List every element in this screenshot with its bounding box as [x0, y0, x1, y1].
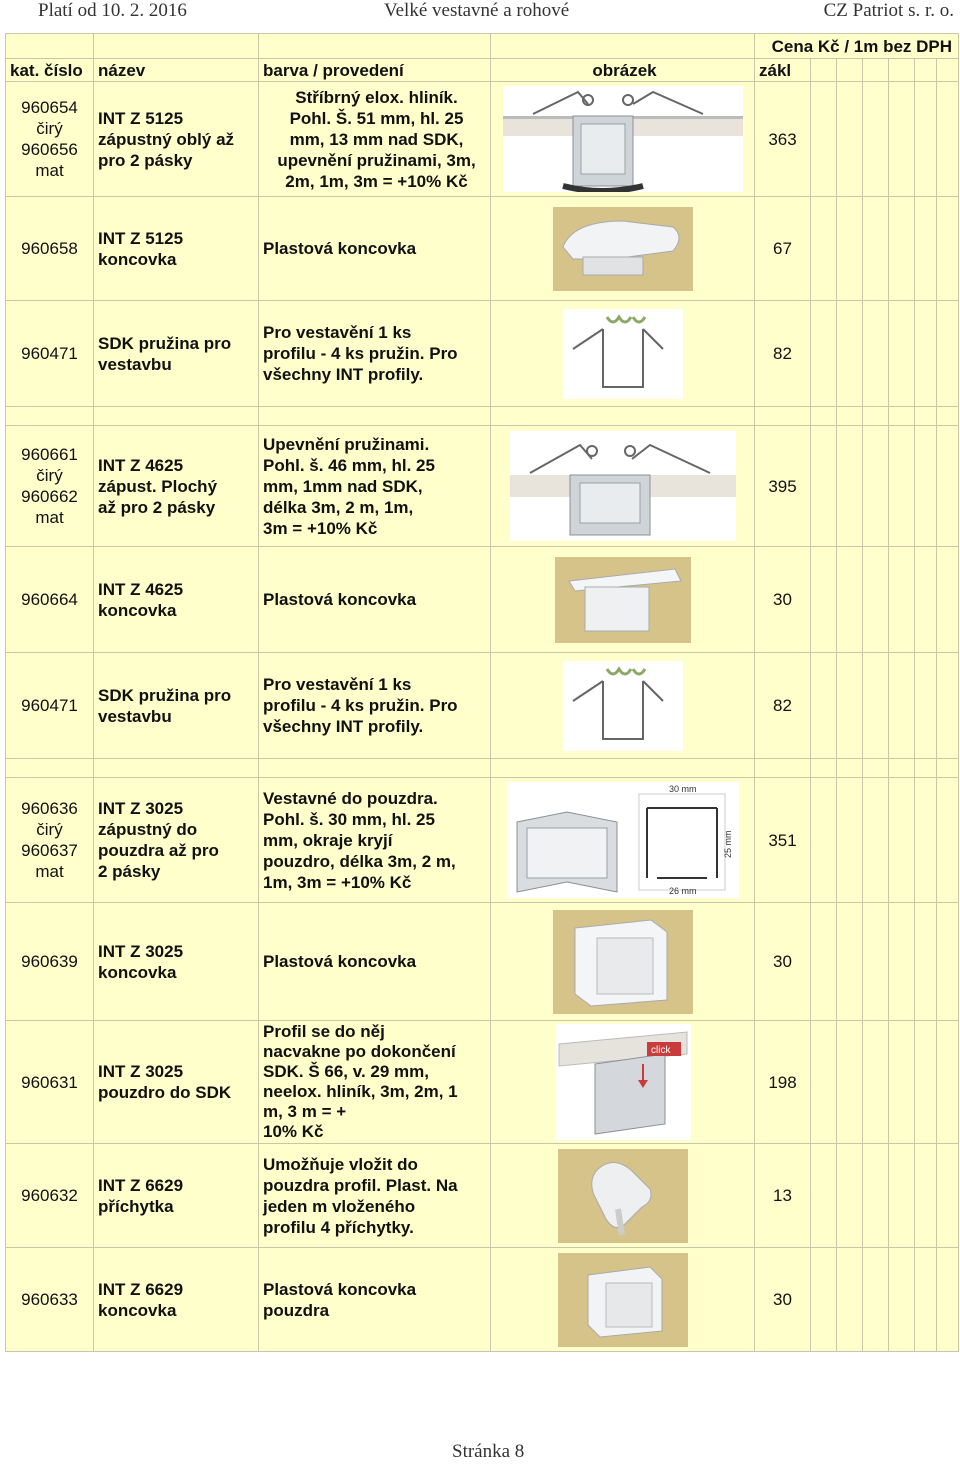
product-desc: Stříbrný elox. hliník. Pohl. Š. 51 mm, hl. 25 mm, 13 mm nad SDK, upevnění pružinami, 3m, 2m, 1m, 3m = +10% Kč [259, 82, 491, 197]
price: 363 [755, 82, 811, 197]
product-image [491, 197, 755, 301]
col-cat-header: kat. číslo [6, 59, 94, 82]
product-name: INT Z 3025 koncovka [94, 903, 259, 1021]
page-number: Stránka 8 [452, 1441, 525, 1462]
product-image [491, 547, 755, 653]
product-name: SDK pružina pro vestavbu [94, 301, 259, 407]
housing-end-cap-image [558, 1253, 688, 1347]
cat-number: 960664 [6, 547, 94, 653]
spacer-row [6, 407, 959, 426]
recessed-profile-springs-image [503, 86, 743, 192]
spring-image [563, 309, 683, 399]
cat-number: 960654 čirý 960656 mat [6, 82, 94, 197]
price: 30 [755, 547, 811, 653]
product-name: INT Z 6629 koncovka [94, 1248, 259, 1352]
header-row-2 [6, 59, 959, 82]
click-label: click [650, 1045, 670, 1056]
clip-holder-image [558, 1149, 688, 1243]
table-row [6, 903, 959, 1021]
end-cap-image [555, 557, 691, 643]
price: 82 [755, 301, 811, 407]
dimension-side-label: 25 mm [722, 830, 733, 858]
table-row [6, 1248, 959, 1352]
table-row [6, 82, 959, 197]
table-row [6, 1021, 959, 1144]
col-color-header: barva / provedení [259, 59, 491, 82]
product-image [491, 301, 755, 407]
table-row [6, 547, 959, 653]
table-row [6, 197, 959, 301]
cat-number: 960633 [6, 1248, 94, 1352]
dimension-top-label: 30 mm [668, 784, 697, 794]
spring-image [563, 661, 683, 751]
product-name: INT Z 6629 příchytka [94, 1144, 259, 1248]
cat-number: 960639 [6, 903, 94, 1021]
cat-number: 960661 čirý 960662 mat [6, 426, 94, 547]
price: 395 [755, 426, 811, 547]
product-desc: Vestavné do pouzdra. Pohl. š. 30 mm, hl. 25 mm, okraje kryjí pouzdro, délka 3m, 2 m, 1m, 3m = +10% Kč [259, 778, 491, 903]
table-row [6, 778, 959, 903]
product-image [491, 426, 755, 547]
price: 13 [755, 1144, 811, 1248]
product-name: INT Z 4625 zápust. Plochý až pro 2 pásky [94, 426, 259, 547]
product-desc: Plastová koncovka [259, 197, 491, 301]
product-name: INT Z 4625 koncovka [94, 547, 259, 653]
price: 30 [755, 903, 811, 1021]
product-image [491, 653, 755, 759]
product-name: INT Z 3025 zápustný do pouzdra až pro 2 pásky [94, 778, 259, 903]
col-name-header: název [94, 59, 259, 82]
product-image [491, 82, 755, 197]
price: 198 [755, 1021, 811, 1144]
header-row-1 [6, 34, 959, 59]
cat-number: 960658 [6, 197, 94, 301]
housing-click-image [555, 1024, 691, 1140]
section-title: Velké vestavné a rohové [384, 0, 570, 21]
dimension-bottom-label: 26 mm [668, 886, 697, 896]
price: 82 [755, 653, 811, 759]
spacer-row [6, 759, 959, 778]
product-name: INT Z 3025 pouzdro do SDK [94, 1021, 259, 1144]
product-image [491, 1248, 755, 1352]
company-name: CZ Patriot s. r. o. [823, 0, 954, 21]
product-image [491, 903, 755, 1021]
product-name: SDK pružina pro vestavbu [94, 653, 259, 759]
cat-number: 960632 [6, 1144, 94, 1248]
product-desc: Pro vestavění 1 ks profilu - 4 ks pružin. Pro všechny INT profily. [259, 653, 491, 759]
product-desc: Plastová koncovka [259, 903, 491, 1021]
table-row [6, 653, 959, 759]
product-desc: Plastová koncovka [259, 547, 491, 653]
product-desc: Pro vestavění 1 ks profilu - 4 ks pružin. Pro všechny INT profily. [259, 301, 491, 407]
flat-profile-springs-image [510, 431, 736, 541]
recessed-housing-profile-image [507, 782, 739, 898]
price-table [5, 33, 959, 1352]
product-name: INT Z 5125 zápustný oblý až pro 2 pásky [94, 82, 259, 197]
cat-number: 960471 [6, 653, 94, 759]
product-name: INT Z 5125 koncovka [94, 197, 259, 301]
col-image-header: obrázek [491, 59, 755, 82]
end-cap-image [553, 910, 693, 1014]
price: 351 [755, 778, 811, 903]
table-row [6, 426, 959, 547]
table-row [6, 1144, 959, 1248]
cat-number: 960631 [6, 1021, 94, 1144]
validity-date: Platí od 10. 2. 2016 [38, 0, 187, 21]
page-header [0, 0, 960, 24]
cat-number: 960471 [6, 301, 94, 407]
product-desc: Umožňuje vložit do pouzdra profil. Plast. Na jeden m vloženého profilu 4 příchytky. [259, 1144, 491, 1248]
product-image [491, 1144, 755, 1248]
product-desc: Plastová koncovka pouzdra [259, 1248, 491, 1352]
price: 30 [755, 1248, 811, 1352]
cat-number: 960636 čirý 960637 mat [6, 778, 94, 903]
product-desc: Upevnění pružinami. Pohl. š. 46 mm, hl. 25 mm, 1mm nad SDK, délka 3m, 2 m, 1m, 3m = +10% Kč [259, 426, 491, 547]
table-row [6, 301, 959, 407]
product-desc: Profil se do něj nacvakne po dokončení SDK. Š 66, v. 29 mm, neelox. hliník, 3m, 2m, 1 m, 3 m = + 10% Kč [259, 1021, 491, 1144]
end-cap-image [553, 207, 693, 291]
product-image [491, 1021, 755, 1144]
price-group-header: Cena Kč / 1m bez DPH [755, 34, 959, 59]
price: 67 [755, 197, 811, 301]
product-image [491, 778, 755, 903]
col-price-header: zákl [755, 59, 811, 82]
